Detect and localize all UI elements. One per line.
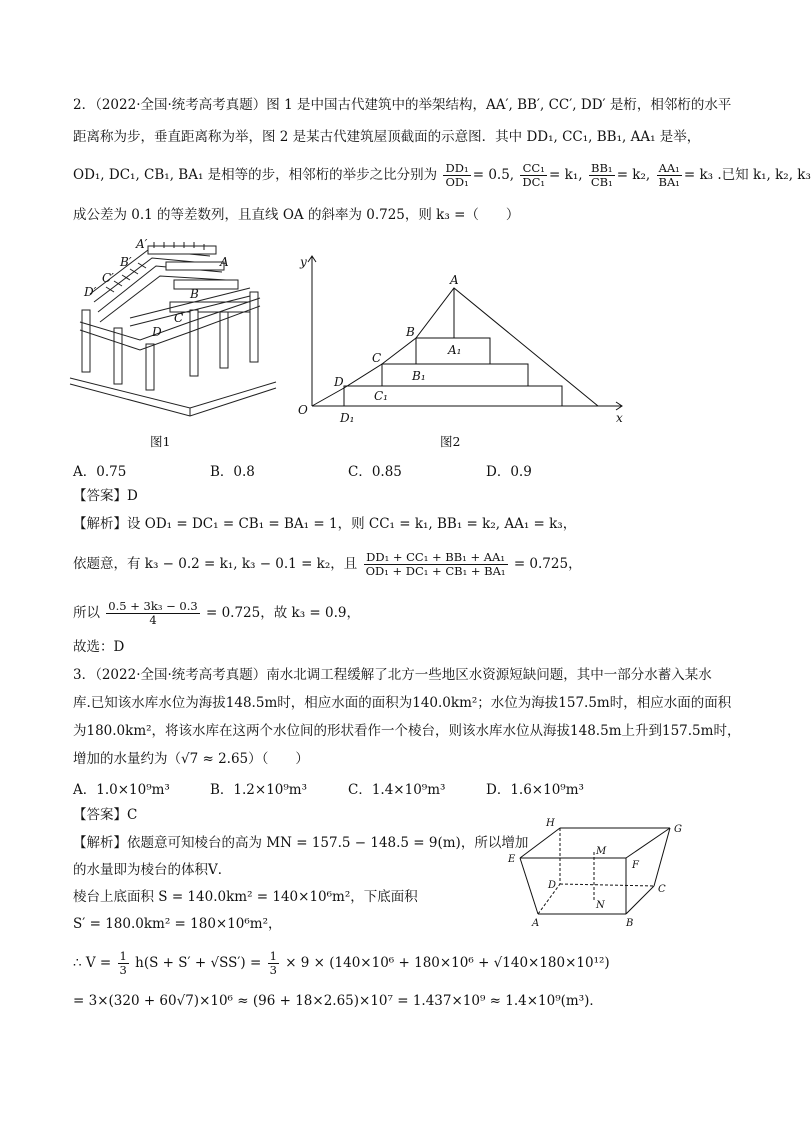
q2-explanation-2 bbox=[73, 551, 582, 578]
q3-line-4: 增加的水量约为（√7 ≈ 2.65）（ ） bbox=[73, 751, 309, 767]
eq-text: = k₃ .已知 k₁, k₂, k₃ bbox=[683, 167, 811, 183]
frac-num: DD₁ + CC₁ + BB₁ + AA₁ bbox=[364, 551, 508, 565]
fig2-label-b1: B₁ bbox=[412, 369, 426, 383]
q3-option-c: C．1.4×10⁹m³ bbox=[348, 782, 446, 798]
exp5-lead: ∴ V = bbox=[73, 955, 112, 971]
fraction-one-third-a bbox=[118, 950, 129, 977]
fig1-label-c-prime: C′ bbox=[102, 271, 114, 285]
q3-explanation-1: 【解析】依题意可知棱台的高为 MN = 157.5 − 148.5 = 9(m)，所以增加 bbox=[73, 835, 529, 851]
exp3-text: 所以 bbox=[73, 605, 100, 621]
fraction-dd1-od1 bbox=[443, 162, 470, 189]
fig1-label-a: A bbox=[220, 255, 229, 269]
q3-option-d: D．1.6×10⁹m³ bbox=[486, 782, 584, 798]
fig2-label-b: B bbox=[406, 325, 415, 339]
q2-option-c: C．0.85 bbox=[348, 464, 402, 480]
frac-den: DC₁ bbox=[522, 175, 546, 189]
fraction-aa1-ba1 bbox=[657, 162, 682, 189]
fig2-label-x: x bbox=[616, 411, 623, 425]
frac-den: 4 bbox=[149, 613, 157, 627]
exp3-result: = 0.725，故 k₃ = 0.9， bbox=[205, 605, 360, 621]
fig1-label-d: D bbox=[152, 325, 162, 339]
fig2-label-y: y bbox=[300, 255, 307, 269]
q3-explanation-2: 的水量即为棱台的体积V． bbox=[73, 862, 232, 878]
frac-den: OD₁ bbox=[445, 175, 469, 189]
fig1-label-b-prime: B′ bbox=[120, 255, 132, 269]
eq-text: = k₁, bbox=[549, 167, 583, 183]
exp2-result: = 0.725， bbox=[513, 556, 582, 572]
q2-line-4: 成公差为 0.1 的等差数列，且直线 OA 的斜率为 0.725，则 k₃ =（ ） bbox=[73, 207, 520, 223]
eq-text: = k₂, bbox=[616, 167, 651, 183]
fig2-label-a1: A₁ bbox=[448, 343, 462, 357]
frustum-label-f: F bbox=[632, 860, 639, 871]
frustum-label-n: N bbox=[596, 900, 605, 911]
frac-den: 3 bbox=[269, 963, 277, 977]
q2-line-3-text: OD₁, DC₁, CB₁, BA₁ 是相等的步，相邻桁的举步之比分别为 bbox=[73, 167, 438, 183]
frac-num: BB₁ bbox=[589, 162, 615, 176]
figure-1-roof-frame bbox=[70, 232, 280, 422]
frac-num: DD₁ bbox=[443, 162, 470, 176]
fraction-sum-ratio bbox=[364, 551, 508, 578]
figure-2-caption: 图2 bbox=[440, 434, 461, 449]
frustum-label-d: D bbox=[548, 880, 557, 891]
q3-explanation-3: 棱台上底面积 S = 140.0km² = 140×10⁶m²，下底面积 bbox=[73, 889, 418, 905]
frac-den: 3 bbox=[119, 963, 127, 977]
fig1-label-d-prime: D′ bbox=[84, 285, 97, 299]
q3-line-2: 库.已知该水库水位为海拔148.5m时，相应水面的面积为140.0km²；水位为海拔157.5m时，相应水面的面积 bbox=[73, 695, 732, 711]
figure-2-cross-section bbox=[292, 250, 632, 425]
frac-num: 0.5 + 3k₃ − 0.3 bbox=[108, 599, 198, 613]
frac-den: BA₁ bbox=[658, 175, 680, 189]
q3-option-a: A．1.0×10⁹m³ bbox=[73, 782, 170, 798]
frac-num: 1 bbox=[119, 949, 127, 963]
eq-text: = 0.5, bbox=[472, 167, 515, 183]
q3-answer: 【答案】C bbox=[73, 807, 138, 823]
q2-line-1: 2．（2022·全国·统考高考真题）图 1 是中国古代建筑中的举架结构，AA′, BB′, CC′, DD′ 是桁，相邻桁的水平 bbox=[73, 97, 732, 113]
frac-den: OD₁ + DC₁ + CB₁ + BA₁ bbox=[365, 564, 506, 578]
q2-line-2: 距离称为步，垂直距离称为举，图 2 是某古代建筑屋顶截面的示意图．其中 DD₁, CC₁, BB₁, AA₁ 是举， bbox=[73, 129, 701, 145]
q2-option-b: B．0.8 bbox=[210, 464, 255, 480]
q3-explanation-6: = 3×(320 + 60√7)×10⁶ ≈ (96 + 18×2.65)×10⁷ = 1.437×10⁹ ≈ 1.4×10⁹(m³)． bbox=[73, 993, 603, 1009]
q3-option-b: B．1.2×10⁹m³ bbox=[210, 782, 308, 798]
fig2-label-c: C bbox=[372, 351, 382, 365]
q2-option-d: D．0.9 bbox=[486, 464, 532, 480]
fig1-label-c: C bbox=[174, 311, 184, 325]
frustum-label-m: M bbox=[596, 846, 607, 857]
frustum-label-a: A bbox=[532, 918, 540, 929]
fig2-label-d: D bbox=[334, 375, 344, 389]
q3-line-3: 为180.0km²，将该水库在这两个水位间的形状看作一个棱台，则该水库水位从海拔148.5m上升到157.5m时， bbox=[73, 723, 741, 739]
fig2-label-c1: C₁ bbox=[374, 389, 388, 403]
frac-num: CC₁ bbox=[520, 162, 547, 176]
exp5-formula: h(S + S′ + √SS′) = bbox=[135, 955, 262, 971]
frac-num: AA₁ bbox=[657, 162, 682, 176]
fig2-label-d1: D₁ bbox=[340, 411, 355, 425]
fraction-bb1-cb1 bbox=[589, 162, 615, 189]
frac-den: CB₁ bbox=[590, 175, 613, 189]
fig2-label-o: O bbox=[298, 403, 308, 417]
figure-1-caption: 图1 bbox=[150, 434, 171, 449]
q3-explanation-5 bbox=[73, 950, 610, 977]
exp5-calc: × 9 × (140×10⁶ + 180×10⁶ + √140×180×10¹²) bbox=[285, 955, 610, 971]
frustum-label-b: B bbox=[626, 918, 634, 929]
frustum-label-h: H bbox=[546, 818, 555, 829]
q2-explanation-3 bbox=[73, 600, 360, 627]
q2-explanation-4: 故选：D bbox=[73, 639, 125, 655]
q3-explanation-4: S′ = 180.0km² = 180×10⁶m²， bbox=[73, 916, 282, 932]
fraction-k3 bbox=[106, 600, 199, 627]
fraction-one-third-b bbox=[268, 950, 279, 977]
fig1-label-a-prime: A′ bbox=[136, 237, 148, 251]
q2-answer: 【答案】D bbox=[73, 488, 138, 504]
exp2-text: 依题意，有 k₃ − 0.2 = k₁, k₃ − 0.1 = k₂，且 bbox=[73, 556, 358, 572]
fig1-label-b: B bbox=[190, 287, 199, 301]
fraction-cc1-dc1 bbox=[520, 162, 547, 189]
frac-num: 1 bbox=[269, 949, 277, 963]
q2-line-3 bbox=[73, 162, 811, 189]
q2-explanation-1: 【解析】设 OD₁ = DC₁ = CB₁ = BA₁ = 1，则 CC₁ = k₁, BB₁ = k₂, AA₁ = k₃， bbox=[73, 516, 577, 532]
q3-line-1: 3．（2022·全国·统考高考真题）南水北调工程缓解了北方一些地区水资源短缺问题，其中一部分水蓄入某水 bbox=[73, 667, 712, 683]
fig2-label-a: A bbox=[450, 273, 459, 287]
frustum-label-g: G bbox=[674, 824, 682, 835]
figure-frustum bbox=[506, 818, 696, 930]
q2-option-a: A．0.75 bbox=[73, 464, 127, 480]
frustum-label-c: C bbox=[658, 884, 666, 895]
frustum-label-e: E bbox=[508, 854, 516, 865]
